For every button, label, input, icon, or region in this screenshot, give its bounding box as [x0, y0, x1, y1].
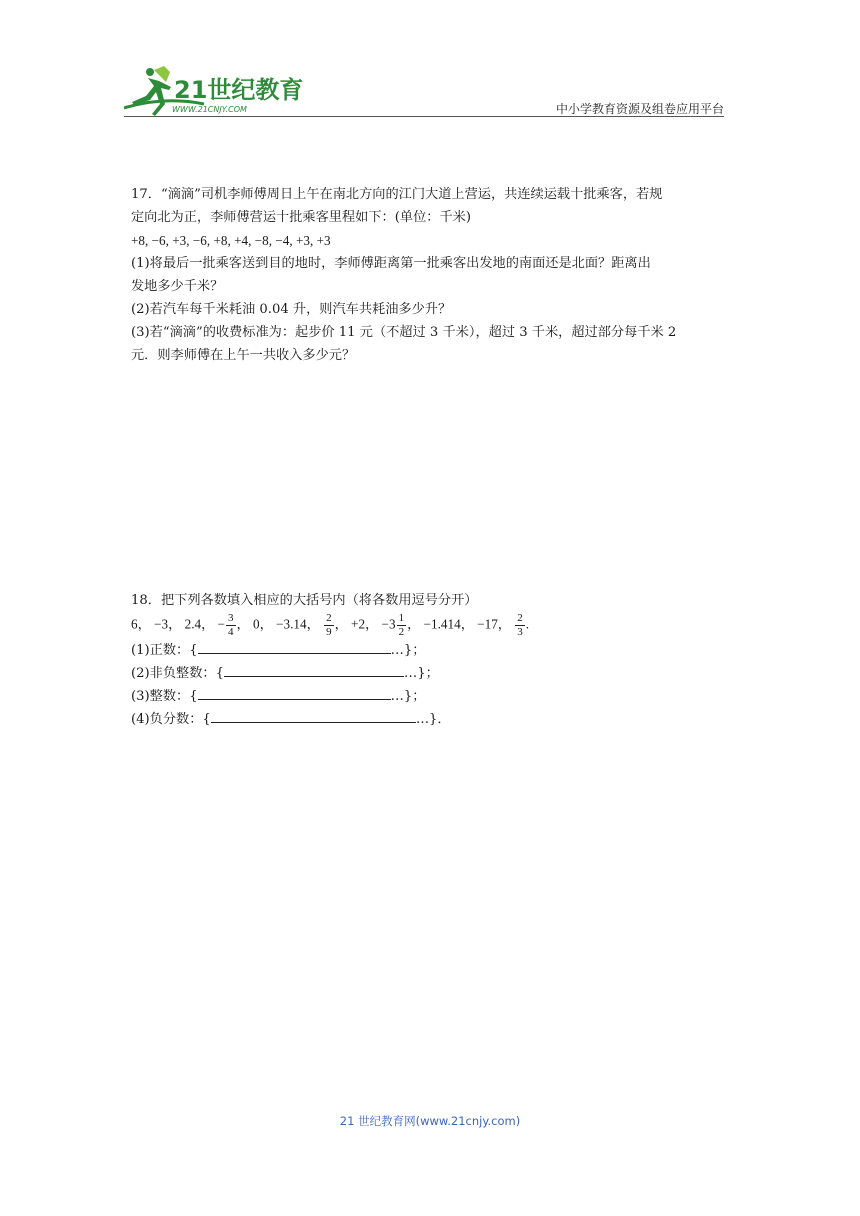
number: 6: [131, 616, 138, 632]
q17-part2: (2)若汽车每千米耗油 0.04 升，则汽车共耗油多少升？: [131, 302, 452, 317]
header-divider: [124, 116, 724, 117]
fraction: $\frac{3}{4}$: [228, 612, 234, 638]
logo-icon: [124, 62, 304, 116]
header-platform-text: 中小学教育资源及组卷应用平台: [555, 102, 724, 116]
q17-line1: 17．“滴滴”司机李师傅周日上午在南北方向的江门大道上营运，共连续运载十批乘客，若规: [131, 187, 663, 202]
q17-line2: 定向北为正，李师傅营运十批乘客里程如下：(单位：千米): [131, 210, 471, 225]
answer-blank[interactable]: [198, 685, 391, 700]
q17-part3-b: 元．则李师傅在上午一共收入多少元？: [131, 348, 356, 363]
number-sign: −: [217, 616, 225, 632]
q18-item-negative-fraction: (4)负分数：{ …}．: [131, 708, 741, 731]
answer-blank[interactable]: [198, 639, 391, 654]
fraction: $\frac{2}{9}$: [326, 612, 332, 638]
page-header: [124, 62, 724, 118]
fraction: $\frac{1}{2}$: [398, 612, 405, 638]
q18-item-nonnegative-integer: (2)非负整数：{ …}；: [131, 662, 741, 685]
fraction: $\frac{2}{3}$: [517, 612, 523, 638]
q18-title: 18．把下列各数填入相应的大括号内（将各数用逗号分开）: [131, 593, 478, 608]
q17-part1-b: 发地多少千米？: [131, 279, 224, 294]
mixed-number-whole: −3: [381, 616, 396, 632]
logo-url: WWW.21CNJY.COM: [172, 105, 247, 114]
question-17: [131, 183, 741, 367]
q17-part1-a: (1)将最后一批乘客送到目的地时，李师傅距离第一批乘客出发地的南面还是北面？距离出: [131, 256, 651, 271]
number: −1.414: [423, 616, 461, 632]
q18-item-positive: (1)正数：{ …}；: [131, 639, 741, 662]
question-18: [131, 589, 741, 731]
number: 2.4: [184, 616, 202, 632]
q18-item-integer: (3)整数：{ …}；: [131, 685, 741, 708]
answer-blank[interactable]: [211, 708, 416, 723]
answer-blank[interactable]: [224, 662, 404, 677]
number: −17: [477, 616, 498, 632]
page-footer[interactable]: 21 世纪教育网(www.21cnjy.com): [339, 1114, 521, 1128]
q17-part3-a: (3)若“滴滴”的收费标准为：起步价 11 元（不超过 3 千米），超过 3 千米，超过部分每千米 2: [131, 325, 677, 340]
number: +2: [351, 616, 366, 632]
q18-number-list: 6， −3， 2.4， − $\frac{3}{4}$ ， 0， −3.14， $\frac{2}{9}$ ， +2， −3 $\frac{1}{2}$ ， −1.414， −17， $\frac{2}{3}$ .: [131, 612, 530, 638]
logo-text: 21世纪教育: [174, 76, 304, 104]
q17-mileage-data: +8, −6, +3, −6, +8, +4, −8, −4, +3, +3: [131, 233, 331, 248]
number: 0: [252, 616, 260, 632]
number: −3.14: [276, 616, 307, 632]
number: −3: [154, 616, 169, 632]
